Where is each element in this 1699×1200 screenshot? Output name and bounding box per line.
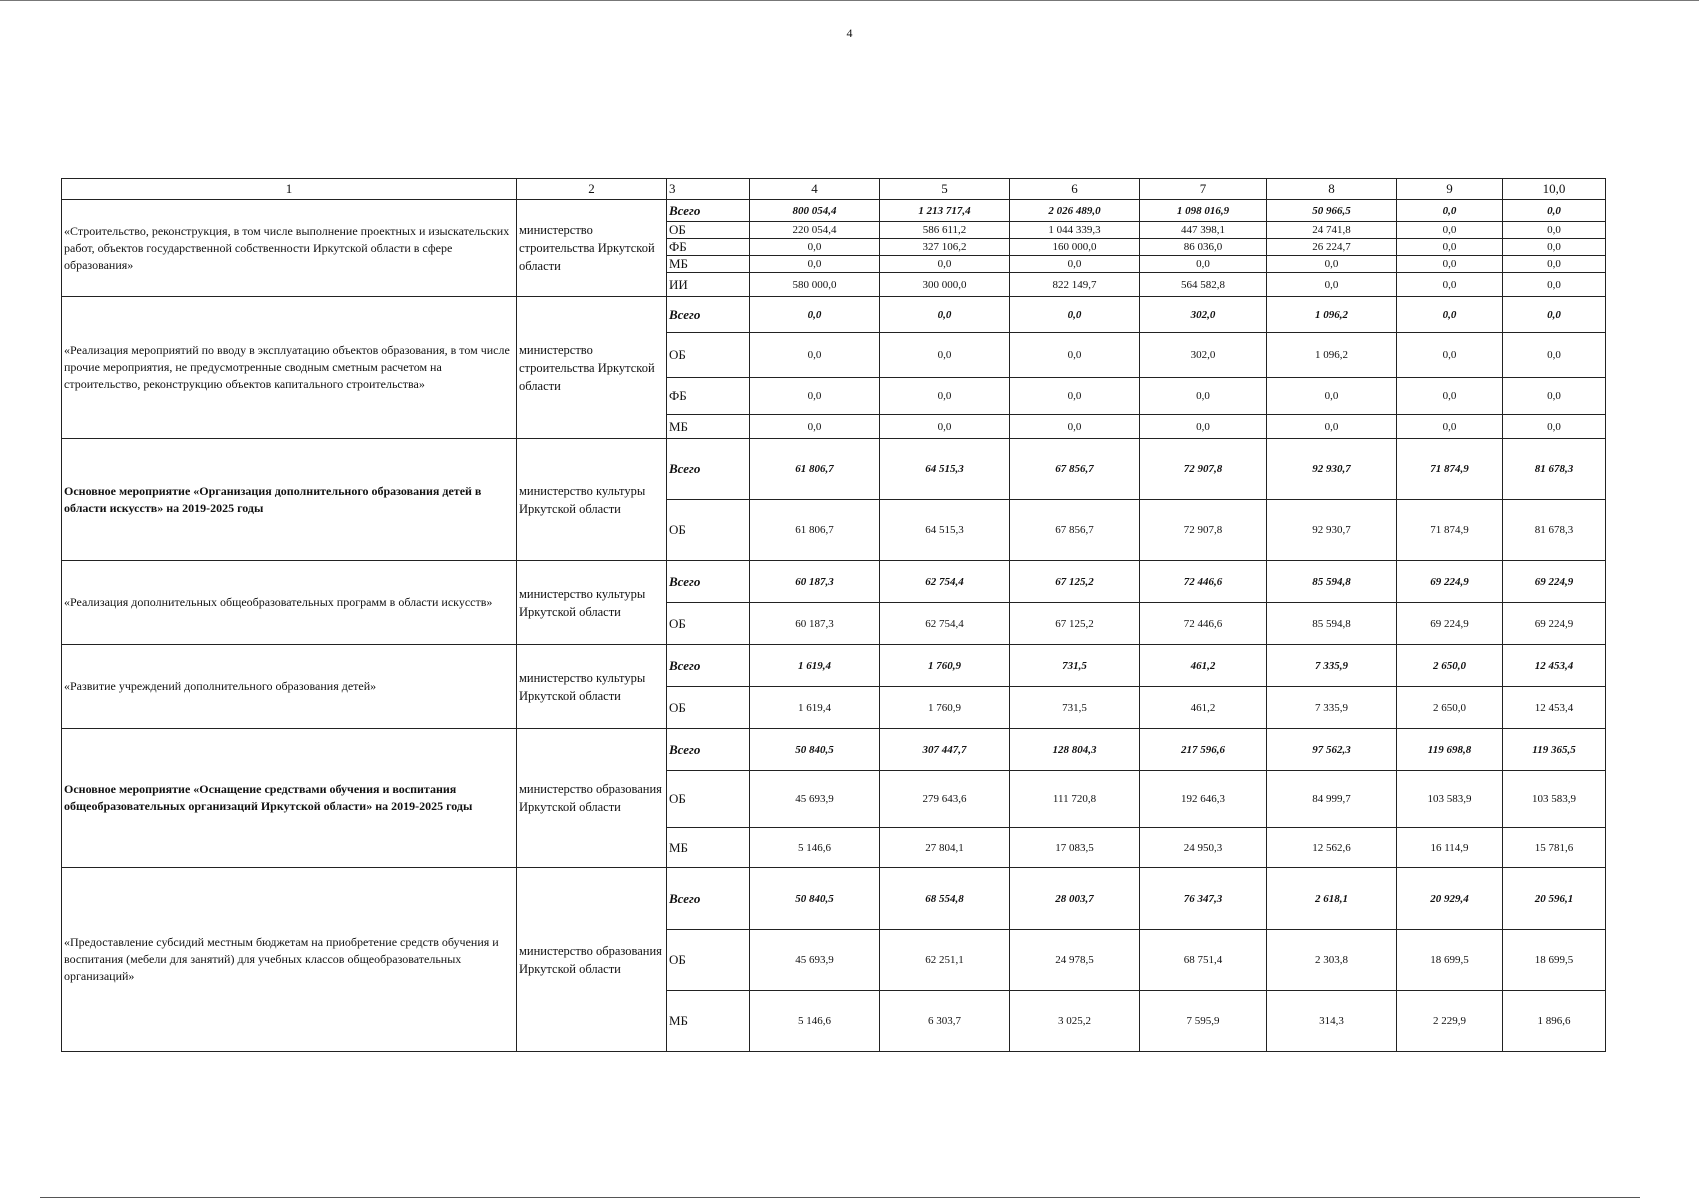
amount-cell: 7 335,9 — [1267, 645, 1397, 687]
column-header: 6 — [1010, 179, 1140, 200]
amount-cell: 67 125,2 — [1010, 603, 1140, 645]
amount-cell: 61 806,7 — [750, 500, 880, 561]
amount-cell: 0,0 — [1503, 222, 1606, 239]
funding-source-cell: МБ — [667, 415, 750, 439]
amount-cell: 6 303,7 — [880, 991, 1010, 1052]
amount-cell: 0,0 — [880, 256, 1010, 273]
amount-cell: 0,0 — [1140, 415, 1267, 439]
amount-cell: 461,2 — [1140, 687, 1267, 729]
amount-cell: 0,0 — [1267, 256, 1397, 273]
amount-cell: 81 678,3 — [1503, 500, 1606, 561]
amount-cell: 731,5 — [1010, 645, 1140, 687]
funding-source-cell: Всего — [667, 297, 750, 333]
page-top-edge — [0, 0, 1699, 1]
amount-cell: 800 054,4 — [750, 200, 880, 222]
amount-cell: 0,0 — [1503, 273, 1606, 297]
amount-cell: 0,0 — [1267, 415, 1397, 439]
amount-cell: 62 754,4 — [880, 561, 1010, 603]
measure-description: «Реализация мероприятий по вводу в эксплуатацию объектов образования, в том числе прочие мероприятия, не предусмотренные сводным сметным расчетом на строительство, реконструкцию объектов капитального строительства» — [62, 297, 517, 439]
amount-cell: 0,0 — [1267, 273, 1397, 297]
amount-cell: 0,0 — [1397, 333, 1503, 378]
page-bottom-edge — [40, 1197, 1640, 1198]
table-row — [62, 200, 1606, 222]
amount-cell: 220 054,4 — [750, 222, 880, 239]
amount-cell: 1 098 016,9 — [1140, 200, 1267, 222]
amount-cell: 119 365,5 — [1503, 729, 1606, 771]
amount-cell: 279 643,6 — [880, 771, 1010, 828]
amount-cell: 2 650,0 — [1397, 687, 1503, 729]
amount-cell: 0,0 — [1010, 297, 1140, 333]
table-row — [62, 297, 1606, 333]
amount-cell: 16 114,9 — [1397, 828, 1503, 868]
amount-cell: 69 224,9 — [1503, 603, 1606, 645]
funding-source-cell: ОБ — [667, 222, 750, 239]
amount-cell: 1 619,4 — [750, 645, 880, 687]
funding-source-cell: ИИ — [667, 273, 750, 297]
amount-cell: 103 583,9 — [1503, 771, 1606, 828]
funding-source-cell: Всего — [667, 200, 750, 222]
funding-source-cell: ОБ — [667, 687, 750, 729]
amount-cell: 1 096,2 — [1267, 297, 1397, 333]
executor-cell: министерство строительства Иркутской области — [517, 297, 667, 439]
amount-cell: 111 720,8 — [1010, 771, 1140, 828]
amount-cell: 62 754,4 — [880, 603, 1010, 645]
amount-cell: 64 515,3 — [880, 500, 1010, 561]
column-header: 7 — [1140, 179, 1267, 200]
amount-cell: 18 699,5 — [1503, 930, 1606, 991]
funding-source-cell: МБ — [667, 991, 750, 1052]
amount-cell: 50 840,5 — [750, 729, 880, 771]
amount-cell: 69 224,9 — [1397, 603, 1503, 645]
executor-cell: министерство культуры Иркутской области — [517, 645, 667, 729]
measure-description: «Предоставление субсидий местным бюджетам на приобретение средств обучения и воспитания (мебели для занятий) для учебных классов общеобразовательных организаций» — [62, 868, 517, 1052]
amount-cell: 0,0 — [1503, 378, 1606, 415]
amount-cell: 731,5 — [1010, 687, 1140, 729]
amount-cell: 0,0 — [1397, 415, 1503, 439]
amount-cell: 17 083,5 — [1010, 828, 1140, 868]
amount-cell: 564 582,8 — [1140, 273, 1267, 297]
funding-source-cell: Всего — [667, 729, 750, 771]
amount-cell: 1 044 339,3 — [1010, 222, 1140, 239]
funding-source-cell: Всего — [667, 868, 750, 930]
amount-cell: 3 025,2 — [1010, 991, 1140, 1052]
amount-cell: 0,0 — [880, 415, 1010, 439]
amount-cell: 0,0 — [1010, 333, 1140, 378]
amount-cell: 15 781,6 — [1503, 828, 1606, 868]
amount-cell: 0,0 — [1503, 333, 1606, 378]
table-row — [62, 645, 1606, 687]
amount-cell: 0,0 — [880, 333, 1010, 378]
amount-cell: 64 515,3 — [880, 439, 1010, 500]
amount-cell: 24 741,8 — [1267, 222, 1397, 239]
amount-cell: 7 595,9 — [1140, 991, 1267, 1052]
amount-cell: 0,0 — [1397, 200, 1503, 222]
amount-cell: 92 930,7 — [1267, 500, 1397, 561]
amount-cell: 314,3 — [1267, 991, 1397, 1052]
amount-cell: 0,0 — [750, 415, 880, 439]
amount-cell: 86 036,0 — [1140, 239, 1267, 256]
funding-source-cell: Всего — [667, 645, 750, 687]
amount-cell: 76 347,3 — [1140, 868, 1267, 930]
amount-cell: 192 646,3 — [1140, 771, 1267, 828]
column-header: 10,0 — [1503, 179, 1606, 200]
amount-cell: 2 229,9 — [1397, 991, 1503, 1052]
amount-cell: 119 698,8 — [1397, 729, 1503, 771]
amount-cell: 5 146,6 — [750, 991, 880, 1052]
amount-cell: 12 562,6 — [1267, 828, 1397, 868]
amount-cell: 2 026 489,0 — [1010, 200, 1140, 222]
amount-cell: 60 187,3 — [750, 603, 880, 645]
amount-cell: 7 335,9 — [1267, 687, 1397, 729]
amount-cell: 0,0 — [1010, 415, 1140, 439]
column-header: 4 — [750, 179, 880, 200]
amount-cell: 45 693,9 — [750, 771, 880, 828]
amount-cell: 71 874,9 — [1397, 500, 1503, 561]
amount-cell: 0,0 — [1503, 239, 1606, 256]
funding-source-cell: ФБ — [667, 378, 750, 415]
amount-cell: 85 594,8 — [1267, 603, 1397, 645]
funding-source-cell: ОБ — [667, 930, 750, 991]
table-row — [62, 561, 1606, 603]
amount-cell: 0,0 — [880, 378, 1010, 415]
amount-cell: 0,0 — [1267, 378, 1397, 415]
amount-cell: 12 453,4 — [1503, 687, 1606, 729]
amount-cell: 0,0 — [1503, 415, 1606, 439]
amount-cell: 160 000,0 — [1010, 239, 1140, 256]
amount-cell: 1 896,6 — [1503, 991, 1606, 1052]
column-header: 2 — [517, 179, 667, 200]
amount-cell: 0,0 — [1503, 297, 1606, 333]
amount-cell: 1 760,9 — [880, 645, 1010, 687]
amount-cell: 0,0 — [750, 239, 880, 256]
amount-cell: 2 303,8 — [1267, 930, 1397, 991]
amount-cell: 0,0 — [880, 297, 1010, 333]
amount-cell: 0,0 — [1010, 256, 1140, 273]
funding-source-cell: МБ — [667, 256, 750, 273]
amount-cell: 50 840,5 — [750, 868, 880, 930]
executor-cell: министерство образования Иркутской области — [517, 729, 667, 868]
amount-cell: 27 804,1 — [880, 828, 1010, 868]
amount-cell: 72 446,6 — [1140, 603, 1267, 645]
amount-cell: 307 447,7 — [880, 729, 1010, 771]
amount-cell: 24 978,5 — [1010, 930, 1140, 991]
measure-description: «Развитие учреждений дополнительного образования детей» — [62, 645, 517, 729]
amount-cell: 26 224,7 — [1267, 239, 1397, 256]
amount-cell: 447 398,1 — [1140, 222, 1267, 239]
funding-source-cell: МБ — [667, 828, 750, 868]
amount-cell: 0,0 — [750, 378, 880, 415]
column-header: 3 — [667, 179, 750, 200]
amount-cell: 2 618,1 — [1267, 868, 1397, 930]
amount-cell: 103 583,9 — [1397, 771, 1503, 828]
amount-cell: 84 999,7 — [1267, 771, 1397, 828]
amount-cell: 0,0 — [1397, 222, 1503, 239]
amount-cell: 24 950,3 — [1140, 828, 1267, 868]
measure-description: Основное мероприятие «Организация дополнительного образования детей в области искусств» на 2019-2025 годы — [62, 439, 517, 561]
amount-cell: 0,0 — [1397, 378, 1503, 415]
header-row — [62, 179, 1606, 200]
amount-cell: 69 224,9 — [1503, 561, 1606, 603]
amount-cell: 61 806,7 — [750, 439, 880, 500]
amount-cell: 45 693,9 — [750, 930, 880, 991]
measure-description: «Строительство, реконструкция, в том числе выполнение проектных и изыскательских работ, объектов государственной собственности Иркутской области в сфере образования» — [62, 200, 517, 297]
amount-cell: 300 000,0 — [880, 273, 1010, 297]
amount-cell: 1 760,9 — [880, 687, 1010, 729]
executor-cell: министерство строительства Иркутской области — [517, 200, 667, 297]
measure-description: Основное мероприятие «Оснащение средствами обучения и воспитания общеобразовательных организаций Иркутской области» на 2019-2025 годы — [62, 729, 517, 868]
funding-source-cell: Всего — [667, 561, 750, 603]
amount-cell: 72 446,6 — [1140, 561, 1267, 603]
amount-cell: 5 146,6 — [750, 828, 880, 868]
amount-cell: 67 856,7 — [1010, 439, 1140, 500]
funding-source-cell: ОБ — [667, 771, 750, 828]
budget-table — [61, 178, 1606, 1052]
amount-cell: 302,0 — [1140, 297, 1267, 333]
amount-cell: 62 251,1 — [880, 930, 1010, 991]
amount-cell: 1 096,2 — [1267, 333, 1397, 378]
amount-cell: 72 907,8 — [1140, 500, 1267, 561]
column-header: 1 — [62, 179, 517, 200]
amount-cell: 50 966,5 — [1267, 200, 1397, 222]
amount-cell: 18 699,5 — [1397, 930, 1503, 991]
page-number: 4 — [846, 26, 853, 40]
amount-cell: 97 562,3 — [1267, 729, 1397, 771]
amount-cell: 60 187,3 — [750, 561, 880, 603]
amount-cell: 20 929,4 — [1397, 868, 1503, 930]
funding-source-cell: ОБ — [667, 333, 750, 378]
funding-source-cell: ОБ — [667, 603, 750, 645]
amount-cell: 0,0 — [1503, 200, 1606, 222]
amount-cell: 0,0 — [750, 297, 880, 333]
amount-cell: 327 106,2 — [880, 239, 1010, 256]
amount-cell: 586 611,2 — [880, 222, 1010, 239]
amount-cell: 580 000,0 — [750, 273, 880, 297]
amount-cell: 71 874,9 — [1397, 439, 1503, 500]
amount-cell: 28 003,7 — [1010, 868, 1140, 930]
amount-cell: 2 650,0 — [1397, 645, 1503, 687]
budget-table-container — [61, 178, 1605, 1052]
amount-cell: 0,0 — [1140, 378, 1267, 415]
amount-cell: 0,0 — [750, 256, 880, 273]
amount-cell: 85 594,8 — [1267, 561, 1397, 603]
amount-cell: 67 125,2 — [1010, 561, 1140, 603]
executor-cell: министерство культуры Иркутской области — [517, 439, 667, 561]
amount-cell: 92 930,7 — [1267, 439, 1397, 500]
funding-source-cell: Всего — [667, 439, 750, 500]
amount-cell: 20 596,1 — [1503, 868, 1606, 930]
amount-cell: 461,2 — [1140, 645, 1267, 687]
executor-cell: министерство культуры Иркутской области — [517, 561, 667, 645]
amount-cell: 1 213 717,4 — [880, 200, 1010, 222]
amount-cell: 12 453,4 — [1503, 645, 1606, 687]
amount-cell: 0,0 — [750, 333, 880, 378]
measure-description: «Реализация дополнительных общеобразовательных программ в области искусств» — [62, 561, 517, 645]
amount-cell: 68 554,8 — [880, 868, 1010, 930]
table-body — [62, 200, 1606, 1052]
amount-cell: 81 678,3 — [1503, 439, 1606, 500]
amount-cell: 822 149,7 — [1010, 273, 1140, 297]
amount-cell: 0,0 — [1397, 239, 1503, 256]
amount-cell: 1 619,4 — [750, 687, 880, 729]
amount-cell: 302,0 — [1140, 333, 1267, 378]
amount-cell: 0,0 — [1397, 273, 1503, 297]
column-header: 8 — [1267, 179, 1397, 200]
amount-cell: 0,0 — [1503, 256, 1606, 273]
table-row — [62, 439, 1606, 500]
executor-cell: министерство образования Иркутской области — [517, 868, 667, 1052]
column-header: 5 — [880, 179, 1010, 200]
amount-cell: 0,0 — [1397, 297, 1503, 333]
amount-cell: 0,0 — [1140, 256, 1267, 273]
amount-cell: 72 907,8 — [1140, 439, 1267, 500]
amount-cell: 217 596,6 — [1140, 729, 1267, 771]
amount-cell: 67 856,7 — [1010, 500, 1140, 561]
amount-cell: 0,0 — [1397, 256, 1503, 273]
amount-cell: 69 224,9 — [1397, 561, 1503, 603]
amount-cell: 68 751,4 — [1140, 930, 1267, 991]
column-header: 9 — [1397, 179, 1503, 200]
table-row — [62, 868, 1606, 930]
amount-cell: 0,0 — [1010, 378, 1140, 415]
table-row — [62, 729, 1606, 771]
funding-source-cell: ОБ — [667, 500, 750, 561]
amount-cell: 128 804,3 — [1010, 729, 1140, 771]
funding-source-cell: ФБ — [667, 239, 750, 256]
